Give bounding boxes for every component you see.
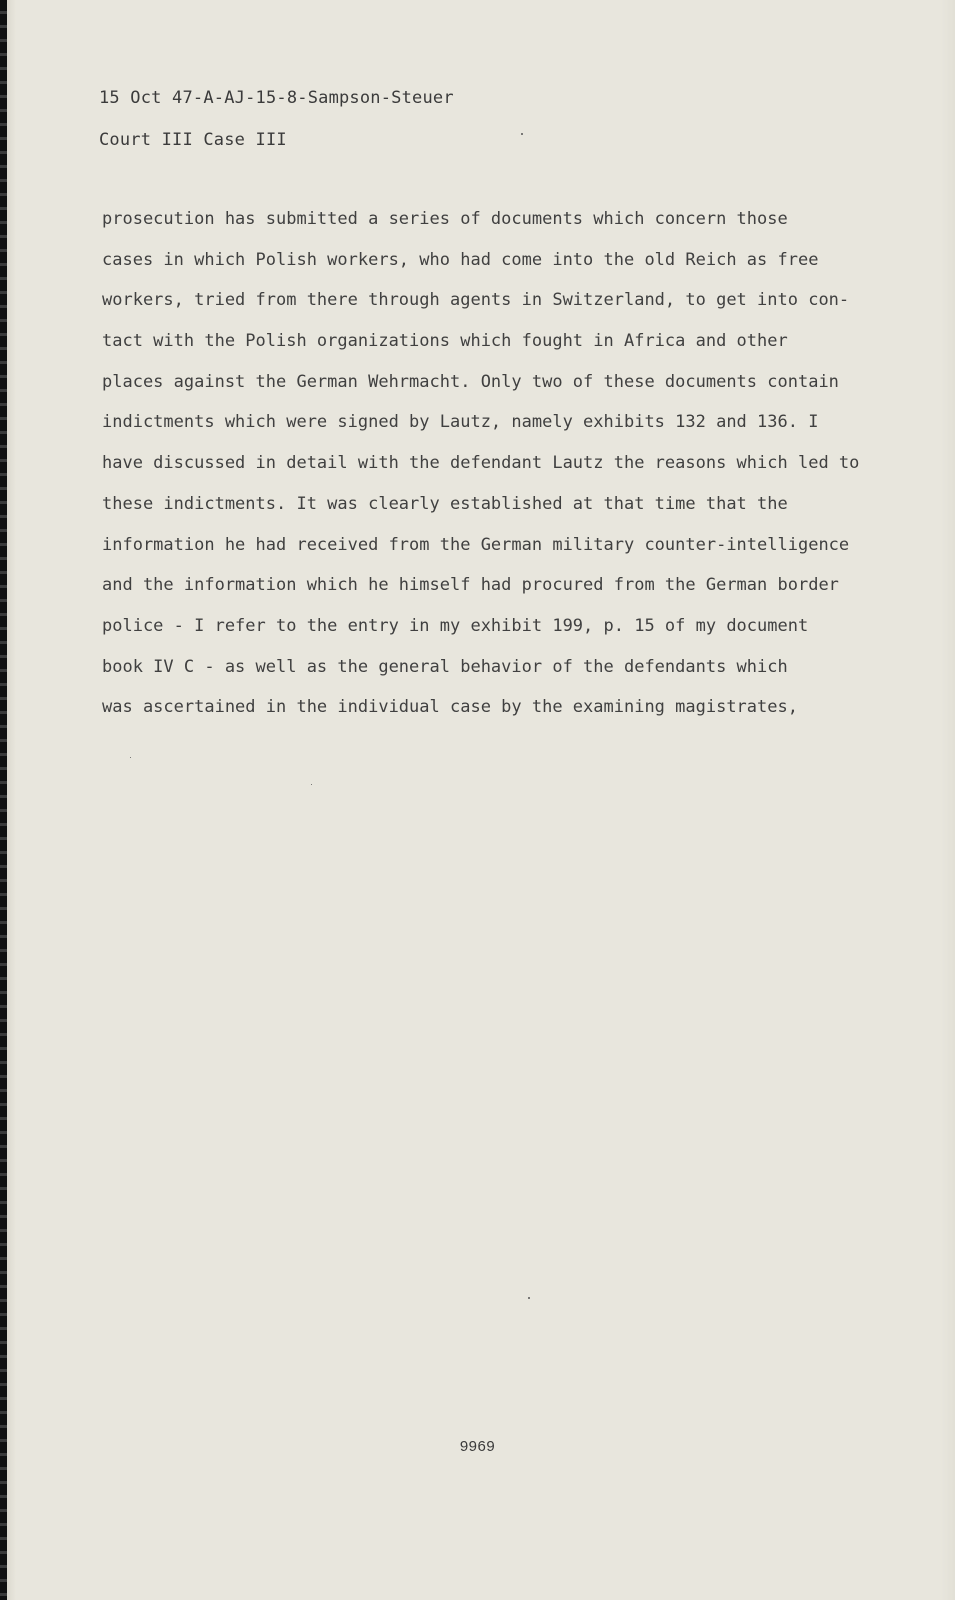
text-line: workers, tried from there through agents in Switzerland, to get into con- [102,290,850,311]
paper-speck [528,1297,530,1299]
text-line: tact with the Polish organizations which fought in Africa and other [102,331,788,352]
court-case-label: Court III Case III [99,130,287,150]
text-line: police - I refer to the entry in my exhibit 199, p. 15 of my document [102,615,809,636]
text-line: indictments which were signed by Lautz, namely exhibits 132 and 136. I [102,412,819,433]
document-reference: 15 Oct 47-A-AJ-15-8-Sampson-Steuer [99,88,454,108]
paper-speck [311,784,312,785]
paper-speck [130,757,131,758]
text-line: book IV C - as well as the general behavior of the defendants which [102,656,788,677]
binding-edge [0,0,7,1600]
page-number: 9969 [459,1438,496,1455]
transcript-body [102,199,862,728]
text-line: information he had received from the German military counter-intelligence [102,534,850,555]
text-line: these indictments. It was clearly established at that time that the [102,493,788,514]
text-line: places against the German Wehrmacht. Only two of these documents contain [102,371,839,392]
text-line: was ascertained in the individual case by the examining magistrates, [102,697,798,718]
paper-speck [521,133,523,135]
text-line: have discussed in detail with the defendant Lautz the reasons which led to [102,453,860,474]
text-line: cases in which Polish workers, who had come into the old Reich as free [102,249,819,270]
text-line: prosecution has submitted a series of documents which concern those [102,209,788,229]
text-line: and the information which he himself had procured from the German border [102,575,839,596]
